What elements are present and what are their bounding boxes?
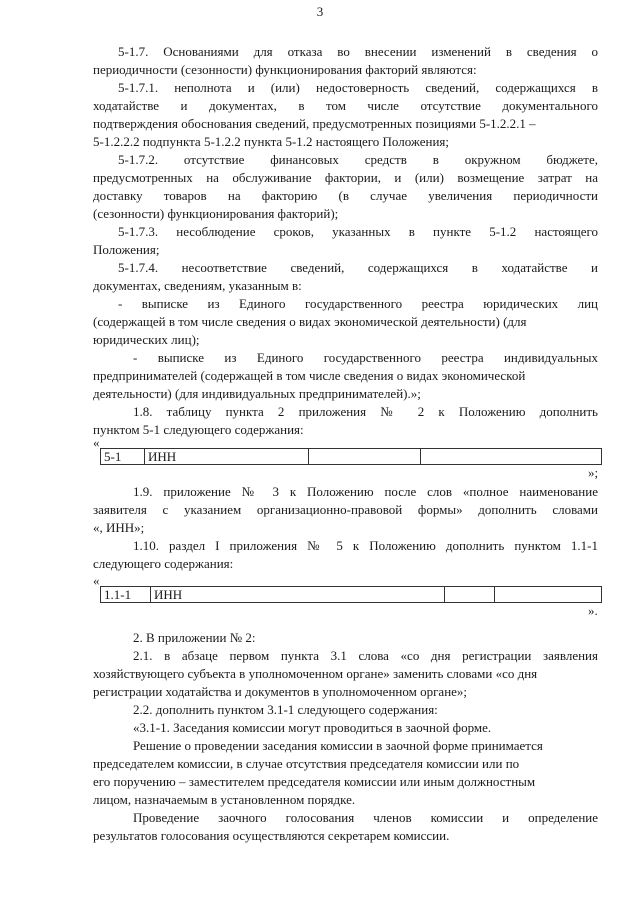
text-line: председателем комиссии, в случае отсутствия председателя комиссии или по <box>93 756 520 771</box>
text-line: 5-1.2.2.2 подпункта 5-1.2.2 пункта 5-1.2 настоящего Положения; <box>93 134 450 149</box>
text-line: 5-1.7.3. несоблюдение сроков, указанных в пункте 5-1.2 настоящего <box>118 224 598 239</box>
text-line: (сезонности) функционирования факторий); <box>93 206 339 221</box>
text-line: предпринимателей (содержащей в том числе сведения о видах экономической <box>93 368 526 383</box>
text-line: документах, сведениям, указанным в: <box>93 278 302 293</box>
text-line: результатов голосования осуществляются секретарем комиссии. <box>93 828 450 843</box>
text-line: хозяйствующего субъекта в уполномоченном органе» заменить словами «со дня <box>93 666 538 681</box>
text-line: следующего содержания: <box>93 556 234 571</box>
text-line: 1.10. раздел I приложения № 5 к Положению дополнить пунктом 1.1-1 <box>133 538 598 553</box>
text-line: «, ИНН»; <box>93 520 145 535</box>
text-line: 5-1.7.1. неполнота и (или) недостоверность сведений, содержащихся в <box>118 80 598 95</box>
opening-quote: « <box>93 435 100 450</box>
text-line: «3.1-1. Заседания комиссии могут проводиться в заочной форме. <box>133 720 492 735</box>
text-line: его поручению – заместителем председателя комиссии или иным должностным <box>93 774 536 789</box>
text-line: 1.8. таблицу пункта 2 приложения № 2 к Положению дополнить <box>133 404 598 419</box>
table-cell-label: ИНН <box>144 449 308 464</box>
text-line: периодичности (сезонности) функционирования факторий являются: <box>93 62 477 77</box>
page-number: 3 <box>316 4 324 19</box>
table-cell-empty <box>494 587 601 602</box>
opening-quote: « <box>93 573 100 588</box>
text-line: Проведение заочного голосования членов комиссии и определение <box>133 810 598 825</box>
text-line: ходатайстве и документах, в том числе отсутствие документального <box>93 98 598 113</box>
closing-quote: ». <box>588 603 598 618</box>
text-line: заявителя с указанием организационно-правовой формы» дополнить словами <box>93 502 598 517</box>
table-cell-empty <box>308 449 420 464</box>
text-line: юридических лиц); <box>93 332 200 347</box>
text-line: - выписке из Единого государственного реестра юридических лиц <box>118 296 598 311</box>
text-line: подтверждения обоснования сведений, предусмотренных позициями 5-1.2.2.1 – <box>93 116 536 131</box>
text-line: Положения; <box>93 242 160 257</box>
text-line: лицом, назначаемым в установленном порядке. <box>93 792 356 807</box>
text-line: 2.2. дополнить пунктом 3.1-1 следующего содержания: <box>133 702 438 717</box>
text-line: 5-1.7.2. отсутствие финансовых средств в окружном бюджете, <box>118 152 598 167</box>
table-5-1 <box>100 448 602 465</box>
table-cell-number: 5-1 <box>104 449 122 464</box>
text-line: 5-1.7.4. несоответствие сведений, содержащихся в ходатайстве и <box>118 260 598 275</box>
text-line: Решение о проведении заседания комиссии в заочной форме принимается <box>133 738 543 753</box>
table-cell-empty <box>444 587 494 602</box>
text-line: (содержащей в том числе сведения о видах экономической деятельности) (для <box>93 314 527 329</box>
text-line: 5-1.7. Основаниями для отказа во внесении изменений в сведения о <box>118 44 598 59</box>
text-line: 2. В приложении № 2: <box>133 630 256 645</box>
text-line: - выписке из Единого государственного реестра индивидуальных <box>133 350 598 365</box>
table-1-1-1 <box>100 586 602 603</box>
text-line: деятельности) (для индивидуальных предпринимателей).»; <box>93 386 421 401</box>
table-cell-empty <box>420 449 601 464</box>
text-line: 2.1. в абзаце первом пункта 3.1 слова «со дня регистрации заявления <box>133 648 598 663</box>
text-line: доставку товаров на факторию (в случае увеличения периодичности <box>93 188 598 203</box>
closing-quote: »; <box>588 465 599 480</box>
text-line: регистрации ходатайства и документов в уполномоченном органе»; <box>93 684 468 699</box>
table-cell-number: 1.1-1 <box>104 587 132 602</box>
text-line: предусмотренных на обслуживание фактории, и (или) возмещение затрат на <box>93 170 598 185</box>
text-line: 1.9. приложение № 3 к Положению после слов «полное наименование <box>133 484 598 499</box>
text-line: пунктом 5-1 следующего содержания: <box>93 422 304 437</box>
table-cell-label: ИНН <box>150 587 444 602</box>
